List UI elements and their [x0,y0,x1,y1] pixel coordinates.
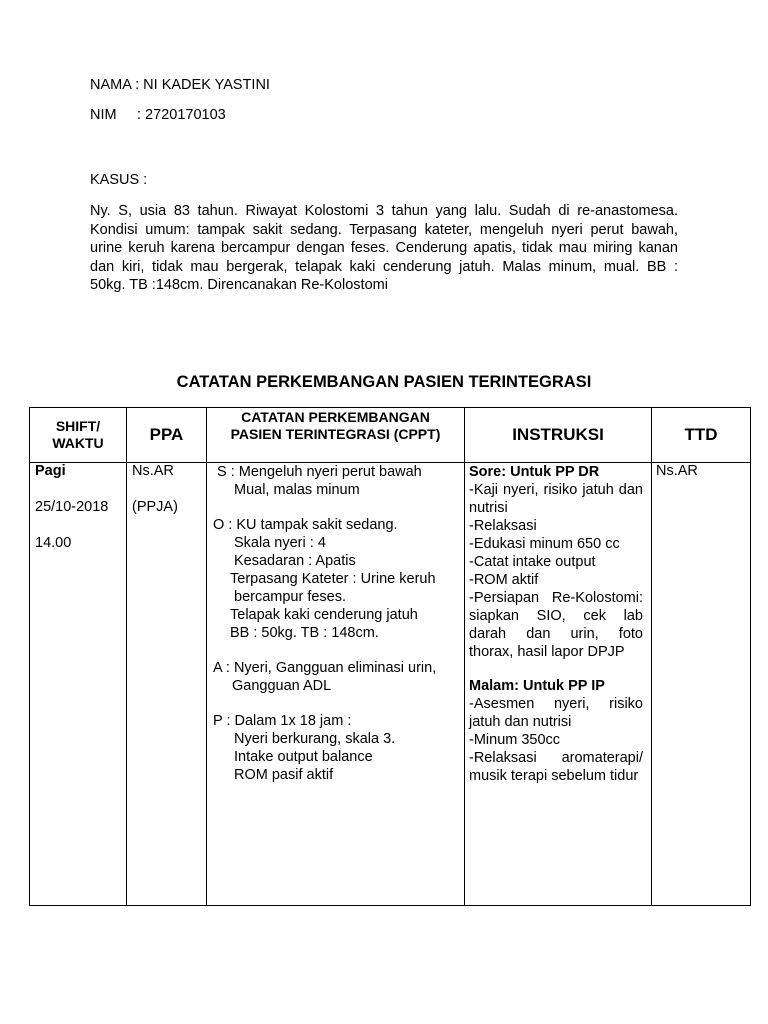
instruksi-line: -Relaksasi [469,518,537,534]
kasus-label: KASUS : [90,172,148,188]
cppt-line: Mual, malas minum [234,482,360,498]
instruksi-line: -Minum 350cc [469,732,561,748]
cppt-table [29,407,751,906]
table-header-row [30,408,751,463]
cppt-line: P : Dalam 1x 18 jam : [213,713,352,729]
cppt-line: Gangguan ADL [232,678,332,694]
instruksi-line: nutrisi [469,500,508,516]
instruksi-line: darah dan urin, foto [469,626,643,642]
cppt-line: ROM pasif aktif [234,767,334,783]
header-instruksi: INSTRUKSI [465,408,652,463]
cell-cppt [207,463,465,906]
cppt-line: O : KU tampak sakit sedang. [213,517,398,533]
shift-label: Pagi [35,463,66,479]
instruksi-line: Malam: Untuk PP IP [469,678,605,694]
kasus-line: dan kiri, tidak mau bergerak, telapak kaki cenderung jatuh. Malas minum, mual. BB : [90,258,678,275]
instruksi-line: -Relaksasi aromaterapi/ [469,750,643,766]
ppa-role: (PPJA) [132,499,178,515]
cppt-line: Kesadaran : Apatis [234,553,356,569]
kasus-line: 50kg. TB :148cm. Direncanakan Re-Kolostomi [90,277,388,293]
cppt-line: bercampur feses. [234,589,347,605]
ppa-name: Ns.AR [132,463,174,479]
cppt-line: Intake output balance [234,749,373,765]
cppt-line: BB : 50kg. TB : 148cm. [230,625,379,641]
student-name: NAMA : NI KADEK YASTINI [90,77,270,93]
kasus-line: urine keruh karena bercampur dengan feses. Cenderung apatis, tidak mau miring kanan [90,240,678,256]
instruksi-line: thorax, hasil lapor DPJP [469,644,625,660]
header-cppt-line: CATATAN PERKEMBANGAN [241,409,430,425]
header-ppa: PPA [127,408,207,463]
instruksi-line: -ROM aktif [469,572,539,588]
student-nim-label: NIM [90,107,117,123]
instruksi-malam [469,677,643,785]
header-shift [30,408,127,463]
cppt-line: Telapak kaki cenderung jatuh [230,607,418,623]
cell-instruksi [465,463,652,906]
instruksi-line: -Catat intake output [469,554,596,570]
instruksi-line: musik terapi sebelum tidur [469,768,639,784]
cppt-line: Skala nyeri : 4 [234,535,326,551]
ttd-name: Ns.AR [656,463,698,479]
header-cppt [207,408,465,463]
instruksi-line: jatuh dan nutrisi [469,714,572,730]
header-shift-line: SHIFT/ [55,418,101,434]
shift-date: 25/10-2018 [35,499,109,515]
cppt-line: A : Nyeri, Gangguan eliminasi urin, [213,660,437,676]
header-ttd: TTD [652,408,751,463]
header-shift-line: WAKTU [52,435,104,451]
instruksi-line: -Edukasi minum 650 cc [469,536,620,552]
instruksi-line: siapkan SIO, cek lab [469,608,643,624]
kasus-text [90,202,678,295]
table-row [30,463,751,906]
student-nim-value: : 2720170103 [137,107,226,123]
cell-ttd [652,463,751,906]
cppt-line: S : Mengeluh nyeri perut bawah [217,464,422,480]
cell-shift [30,463,127,906]
table-title: CATATAN PERKEMBANGAN PASIEN TERINTEGRASI [176,373,592,391]
shift-time: 14.00 [35,535,72,551]
header-cppt-line: PASIEN TERINTEGRASI (CPPT) [230,426,441,442]
kasus-line: Kondisi umum: tampak sakit sedang. Terpasang kateter, mengeluh nyeri perut bawah, [90,221,678,238]
instruksi-line: Sore: Untuk PP DR [469,464,600,480]
cppt-line: Nyeri berkurang, skala 3. [234,731,396,747]
instruksi-sore [469,463,643,661]
cell-ppa [127,463,207,906]
kasus-line: Ny. S, usia 83 tahun. Riwayat Kolostomi 3 tahun yang lalu. Sudah di re-anastomesa. [90,203,678,219]
instruksi-line: -Asesmen nyeri, risiko [469,696,643,712]
instruksi-line: -Kaji nyeri, risiko jatuh dan [469,482,643,498]
instruksi-line: -Persiapan Re-Kolostomi: [469,590,643,606]
cppt-line: Terpasang Kateter : Urine keruh [230,571,436,587]
